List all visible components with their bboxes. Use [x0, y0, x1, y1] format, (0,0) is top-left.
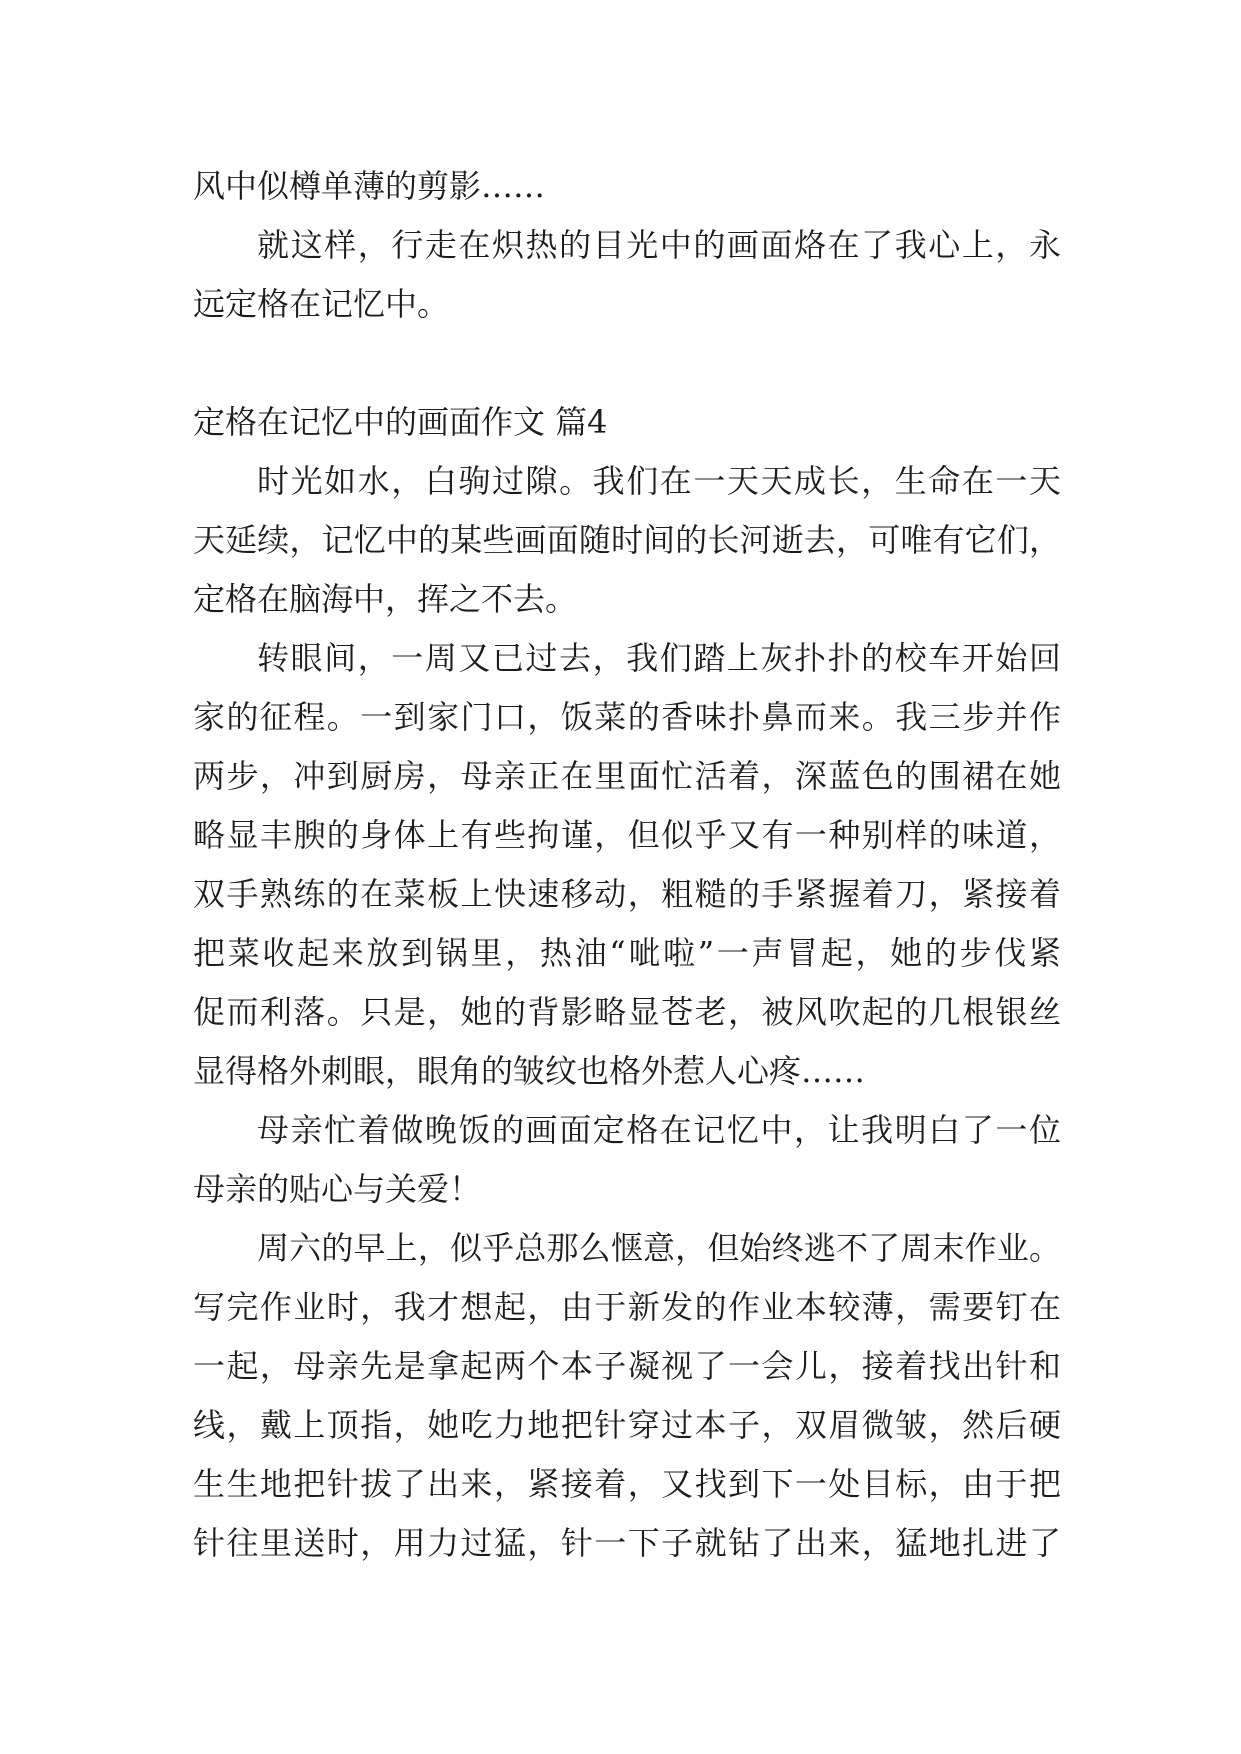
text-line: 定格在脑海中，挥之不去。 — [193, 580, 578, 618]
paragraph — [193, 216, 1061, 334]
document-body — [193, 157, 1064, 1573]
text-line: 两步，冲到厨房，母亲正在里面忙活着，深蓝色的围裙在她 — [193, 757, 1063, 795]
paragraph — [193, 452, 1061, 629]
text-line: 促而利落。只是，她的背影略显苍老，被风吹起的几根银丝 — [193, 993, 1063, 1031]
text-line: 写完作业时，我才想起，由于新发的作业本较薄，需要钉在 — [193, 1288, 1063, 1326]
text-line: 生生地把针拔了出来，紧接着，又找到下一处目标，由于把 — [193, 1465, 1063, 1503]
text-line: 天延续，记忆中的某些画面随时间的长河逝去，可唯有它们， — [193, 521, 1062, 559]
text-line: 把菜收起来放到锅里，热油“呲啦”一声冒起，她的步伐紧 — [193, 934, 1064, 972]
text-line: 线，戴上顶指，她吃力地把针穿过本子，双眉微皱，然后硬 — [193, 1406, 1063, 1444]
text-line: 双手熟练的在菜板上快速移动，粗糙的手紧握着刀，紧接着 — [193, 875, 1063, 913]
text-line: 母亲的贴心与关爱！ — [193, 1170, 482, 1208]
text-line: 风中似樽单薄的剪影…… — [193, 167, 546, 205]
paragraph — [193, 1101, 1061, 1219]
text-line: 家的征程。一到家门口，饭菜的香味扑鼻而来。我三步并作 — [193, 698, 1063, 736]
text-line: 时光如水，白驹过隙。我们在一天天成长，生命在一天 — [257, 462, 1063, 500]
text-line: 略显丰腴的身体上有些拘谨，但似乎又有一种别样的味道， — [193, 816, 1063, 854]
blank-line — [193, 334, 1061, 393]
text-line: 针往里送时，用力过猛，针一下子就钻了出来，猛地扎进了 — [193, 1524, 1063, 1562]
text-line: 就这样，行走在炽热的目光中的画面烙在了我心上，永 — [257, 226, 1063, 264]
text-line: 远定格在记忆中。 — [193, 285, 450, 323]
text-line: 母亲忙着做晚饭的画面定格在记忆中，让我明白了一位 — [257, 1111, 1063, 1149]
paragraph — [193, 157, 1061, 216]
paragraph — [193, 1219, 1061, 1573]
paragraph — [193, 629, 1064, 1101]
text-line: 显得格外刺眼，眼角的皱纹也格外惹人心疼…… — [193, 1052, 866, 1090]
text-line: 周六的早上，似乎总那么惬意，但始终逃不了周末作业。 — [257, 1229, 1062, 1267]
essay-heading: 定格在记忆中的画面作文 篇4 — [193, 403, 608, 441]
text-line: 一起，母亲先是拿起两个本子凝视了一会儿，接着找出针和 — [193, 1347, 1063, 1385]
text-line: 转眼间，一周又已过去，我们踏上灰扑扑的校车开始回 — [257, 639, 1063, 677]
